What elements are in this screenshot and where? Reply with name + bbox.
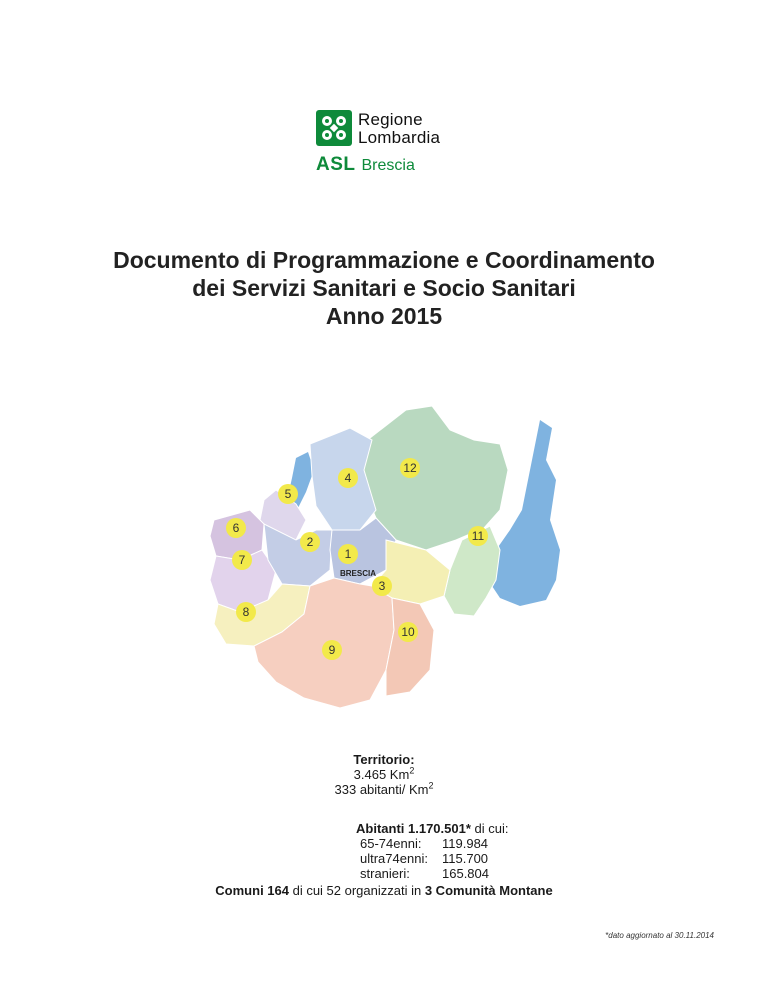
footnote: *dato aggiornato al 30.11.2014	[605, 931, 714, 940]
logo-text-lombardia: Lombardia	[358, 128, 441, 147]
regione-lombardia-logo	[316, 110, 466, 182]
abitanti-suffix: di cui:	[470, 821, 509, 836]
district-10	[386, 598, 434, 696]
comuni-middle: di cui 52 organizzati in	[288, 883, 425, 898]
area-unit-exponent: 2	[409, 765, 415, 776]
district-label-7: 7	[238, 553, 246, 567]
stat-value: 119.984	[442, 836, 489, 851]
district-label-6: 6	[232, 521, 240, 535]
district-label-12: 12	[403, 461, 417, 475]
stat-label: 65-74enni:	[360, 836, 422, 851]
district-map-svg	[200, 400, 590, 722]
comunita-montane: 3 Comunità Montane	[424, 883, 553, 898]
stat-label: stranieri:	[360, 866, 410, 881]
density-unit-exponent: 2	[428, 780, 434, 791]
area-value: 3.465 Km	[353, 767, 410, 782]
district-label-3: 3	[378, 579, 386, 593]
territorio-area	[0, 767, 768, 782]
district-label-2: 2	[306, 535, 314, 549]
stat-value: 115.700	[442, 851, 489, 866]
comuni-line	[0, 883, 768, 898]
title-line-3: Anno 2015	[325, 303, 443, 329]
district-label-8: 8	[242, 605, 250, 619]
asl-district-map	[200, 400, 590, 722]
asl-brescia-label	[316, 154, 415, 177]
district-label-9: 9	[328, 643, 336, 657]
asl-abbr: ASL	[316, 154, 356, 175]
district-label-1: 1	[344, 547, 352, 561]
stat-label: ultra74enni:	[360, 851, 428, 866]
comuni-count: Comuni 164	[215, 883, 289, 898]
territorio-density	[0, 782, 768, 797]
asl-city: Brescia	[361, 157, 415, 174]
abitanti-heading	[356, 821, 508, 836]
district-label-5: 5	[284, 487, 292, 501]
title-line-2: dei Servizi Sanitari e Socio Sanitari	[192, 275, 576, 301]
territorio-block	[0, 752, 768, 797]
district-label-11: 11	[471, 529, 485, 543]
district-label-4: 4	[344, 471, 352, 485]
title-line-1: Documento di Programmazione e Coordinamento	[113, 247, 655, 273]
district-label-10: 10	[401, 625, 415, 639]
document-title	[40, 246, 728, 330]
lombardy-rose-icon	[316, 110, 352, 146]
brescia-city-label: BRESCIA	[340, 569, 377, 578]
territorio-heading: Territorio:	[353, 752, 415, 767]
stat-value: 165.804	[442, 866, 489, 881]
abitanti-total: Abitanti 1.170.501*	[356, 821, 471, 836]
density-value: 333 abitanti/ Km	[334, 782, 429, 797]
logo-text-regione: Regione	[358, 110, 423, 129]
